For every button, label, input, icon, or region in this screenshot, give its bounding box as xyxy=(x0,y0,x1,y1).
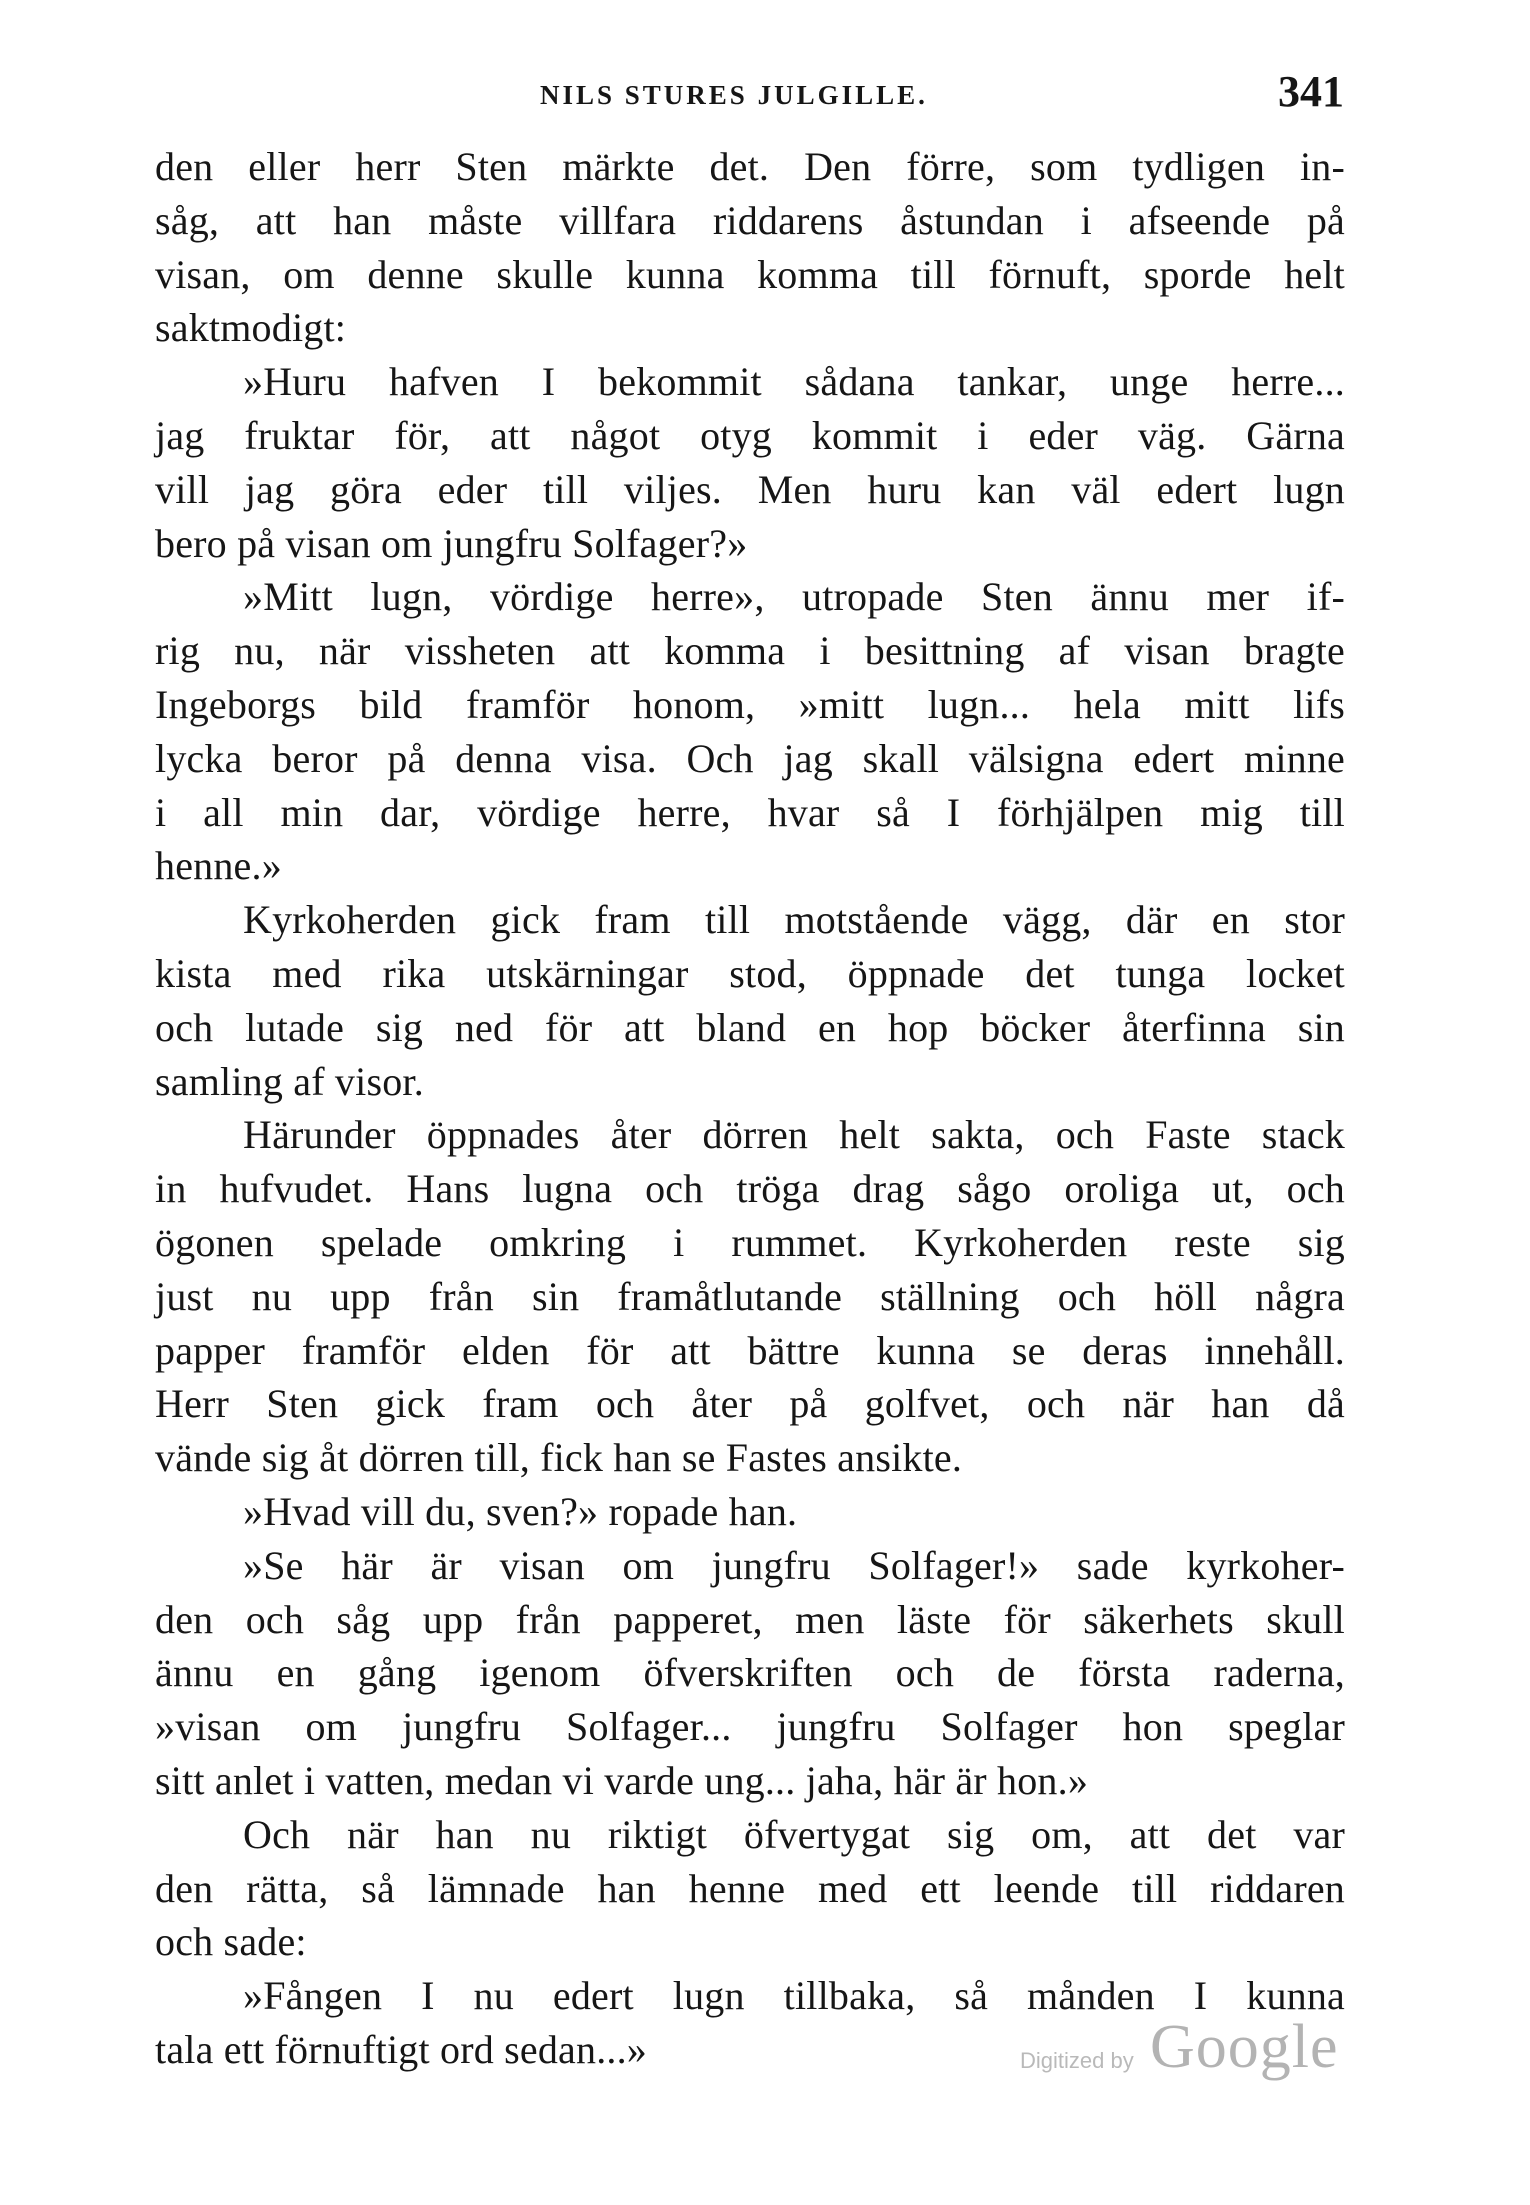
text-line: in hufvudet. Hans lugna och tröga drag sågo oroliga ut, och xyxy=(155,1166,1345,1212)
text-line: just nu upp från sin framåtlutande ställning och höll några xyxy=(155,1273,1345,1319)
text-line: i all min dar, vördige herre, hvar så I förhjälpen mig till xyxy=(155,789,1345,835)
text-line: tala ett förnuftigt ord sedan...» xyxy=(155,2026,648,2072)
text-line: Kyrkoherden gick fram till motstående vägg, där en stor xyxy=(243,897,1345,943)
text-line: »visan om jungfru Solfager... jungfru Solfager hon speglar xyxy=(155,1704,1345,1750)
text-line: »Se här är visan om jungfru Solfager!» sade kyrkoher- xyxy=(243,1542,1345,1588)
text-line: den rätta, så lämnade han henne med ett leende till riddaren xyxy=(155,1865,1345,1911)
running-head xyxy=(0,66,1530,126)
text-line: bero på visan om jungfru Solfager?» xyxy=(155,520,748,566)
text-line: visan, om denne skulle kunna komma till förnuft, sporde helt xyxy=(155,251,1345,297)
text-line: »Mitt lugn, vördige herre», utropade Sten ännu mer if- xyxy=(243,574,1345,620)
text-line: vill jag göra eder till viljes. Men huru kan väl edert lugn xyxy=(155,466,1345,512)
text-line: den eller herr Sten märkte det. Den förre, som tydligen in- xyxy=(155,144,1345,189)
body-text xyxy=(155,140,1345,2077)
text-line: »Hvad vill du, sven?» ropade han. xyxy=(243,1488,798,1534)
text-line: och lutade sig ned för att bland en hop böcker återfinna sin xyxy=(155,1004,1345,1050)
text-line: samling af visor. xyxy=(155,1058,424,1104)
text-line: henne.» xyxy=(155,843,282,889)
google-logo: Google xyxy=(1150,2013,1339,2081)
text-line: sitt anlet i vatten, medan vi varde ung... jaha, här är hon.» xyxy=(155,1757,1089,1803)
text-line: och sade: xyxy=(155,1919,307,1965)
text-line: Herr Sten gick fram och åter på golfvet, och när han då xyxy=(155,1381,1345,1427)
text-line: jag fruktar för, att något otyg kommit i eder väg. Gärna xyxy=(155,412,1345,458)
digitization-watermark xyxy=(1020,2012,1350,2092)
text-line: vände sig åt dörren till, fick han se Fastes ansikte. xyxy=(155,1435,963,1481)
text-line: Ingeborgs bild framför honom, »mitt lugn... hela mitt lifs xyxy=(155,681,1345,727)
text-line: rig nu, när vissheten att komma i besittning af visan bragte xyxy=(155,628,1345,674)
running-title: NILS STURES JULGILLE. xyxy=(540,80,928,110)
text-line: saktmodigt: xyxy=(155,305,347,351)
text-line: »Fången I nu edert lugn tillbaka, så månden I kunna xyxy=(243,1973,1345,2019)
text-line: den och såg upp från papperet, men läste för säkerhets skull xyxy=(155,1596,1345,1642)
page-number: 341 xyxy=(1278,67,1344,116)
text-line: ännu en gång igenom öfverskriften och de första raderna, xyxy=(155,1650,1345,1696)
text-line: såg, att han måste villfara riddarens åstundan i afseende på xyxy=(155,197,1345,243)
text-line: Och när han nu riktigt öfvertygat sig om, att det var xyxy=(243,1811,1345,1857)
text-line: kista med rika utskärningar stod, öppnade det tunga locket xyxy=(155,950,1345,996)
text-line: papper framför elden för att bättre kunna se deras innehåll. xyxy=(155,1327,1345,1373)
text-line: »Huru hafven I bekommit sådana tankar, unge herre... xyxy=(243,359,1345,405)
text-line: Härunder öppnades åter dörren helt sakta, och Faste stack xyxy=(243,1112,1345,1158)
text-line: lycka beror på denna visa. Och jag skall välsigna edert minne xyxy=(155,735,1345,781)
digitized-by-label: Digitized by xyxy=(1020,2048,1134,2073)
text-line: ögonen spelade omkring i rummet. Kyrkoherden reste sig xyxy=(155,1219,1345,1265)
